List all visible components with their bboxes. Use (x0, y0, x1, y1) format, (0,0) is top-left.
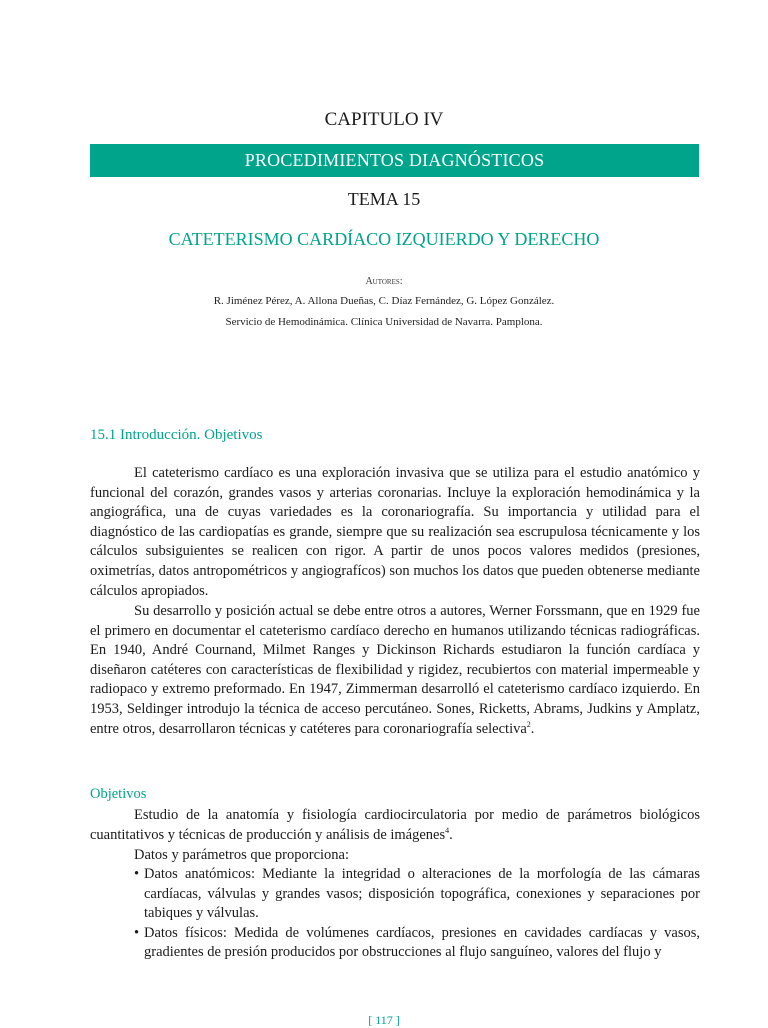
page-number: [ 117 ] (368, 1013, 400, 1027)
authors-affiliation: Servicio de Hemodinámica. Clínica Universidad de Navarra. Pamplona. (225, 316, 543, 328)
objectives-paragraph-text: Estudio de la anatomía y fisiología cardiocirculatoria por medio de parámetros biológicos cuantitativos y técnicas de producción y análisis de imágenes (90, 807, 700, 843)
intro-paragraph-2 (90, 602, 700, 739)
list-item-text: Datos anatómicos: Mediante la integridad o alteraciones de la morfología de las cámaras cardíacas, válvulas y grandes vasos; disposición topográfica, conexiones y separaciones por tabiques y válvulas. (144, 866, 700, 922)
section-heading: 15.1 Introducción. Objetivos (90, 427, 263, 443)
section-banner (90, 144, 699, 177)
intro-paragraph-1: El cateterismo cardíaco es una exploración invasiva que se utiliza para el estudio anatómico y funcional del corazón, grandes vasos y arterias coronarias. Incluye la exploración hemodinámica y la angiográfica, una de cuyas variedades es la coronariografía. Su importancia y utilidad para el diagnóstico de las cardiopatías es grande, siempre que su realización sea escrupulosa técnicamente y los cálculos subsiguientes se realicen con rigor. A partir de unos pocos valores medidos (presiones, oximetrías, datos antropométricos y angiografícos) son muchos los datos que pueden obtenerse mediante cálculos apropiados. (90, 465, 700, 599)
topic-title: CATETERISMO CARDÍACO IZQUIERDO Y DERECHO (168, 229, 600, 249)
intro-paragraph-2-end: . (530, 720, 535, 737)
objectives-paragraph (90, 806, 700, 845)
objectives-paragraph-end: . (449, 826, 453, 843)
citation-superscript: 2 (526, 719, 531, 729)
citation-superscript: 4 (445, 825, 450, 835)
bullet-icon: • (134, 866, 140, 882)
list-item (90, 924, 700, 963)
authors-label: Autores: (365, 276, 403, 287)
authors-names: R. Jiménez Pérez, A. Allona Dueñas, C. Díaz Fernández, G. López González. (213, 295, 555, 307)
banner-label: PROCEDIMIENTOS DIAGNÓSTICOS (244, 150, 545, 170)
data-intro-paragraph: Datos y parámetros que proporciona: (134, 847, 350, 863)
objectives-heading: Objetivos (90, 786, 147, 802)
list-item (90, 865, 700, 924)
list-item-text: Datos físicos: Medida de volúmenes cardíacos, presiones en cavidades cardíacas y vasos, gradientes de presión producidos por obstrucciones al flujo sanguíneo, valores del flujo y (144, 924, 700, 961)
objectives-bullet-list (90, 865, 700, 963)
bullet-icon: • (134, 924, 140, 941)
chapter-title: CAPITULO IV (324, 109, 444, 130)
tema-title: TEMA 15 (347, 189, 421, 209)
intro-paragraph-2-text: Su desarrollo y posición actual se debe entre otros a autores, Werner Forssmann, que en 1929 fue el primero en documentar el cateterismo cardíaco derecho en humanos utilizando técnicas radiográficas. En 1940, André Cournand, Milmet Ranges y Dickinson Richards estudiaron la función cardíaca y diseñaron catéteres con características de flexibilidad y rigidez, recubiertos con material impermeable y radiopaco y extremo preformado. En 1947, Zimmerman desarrolló el cateterismo cardíaco izquierdo. En 1953, Seldinger introdujo la técnica de acceso percutáneo. Sones, Ricketts, Abrams, Judkins y Amplatz, entre otros, desarrollaron técnicas y catéteres para coronariografía selectiva (90, 603, 700, 737)
